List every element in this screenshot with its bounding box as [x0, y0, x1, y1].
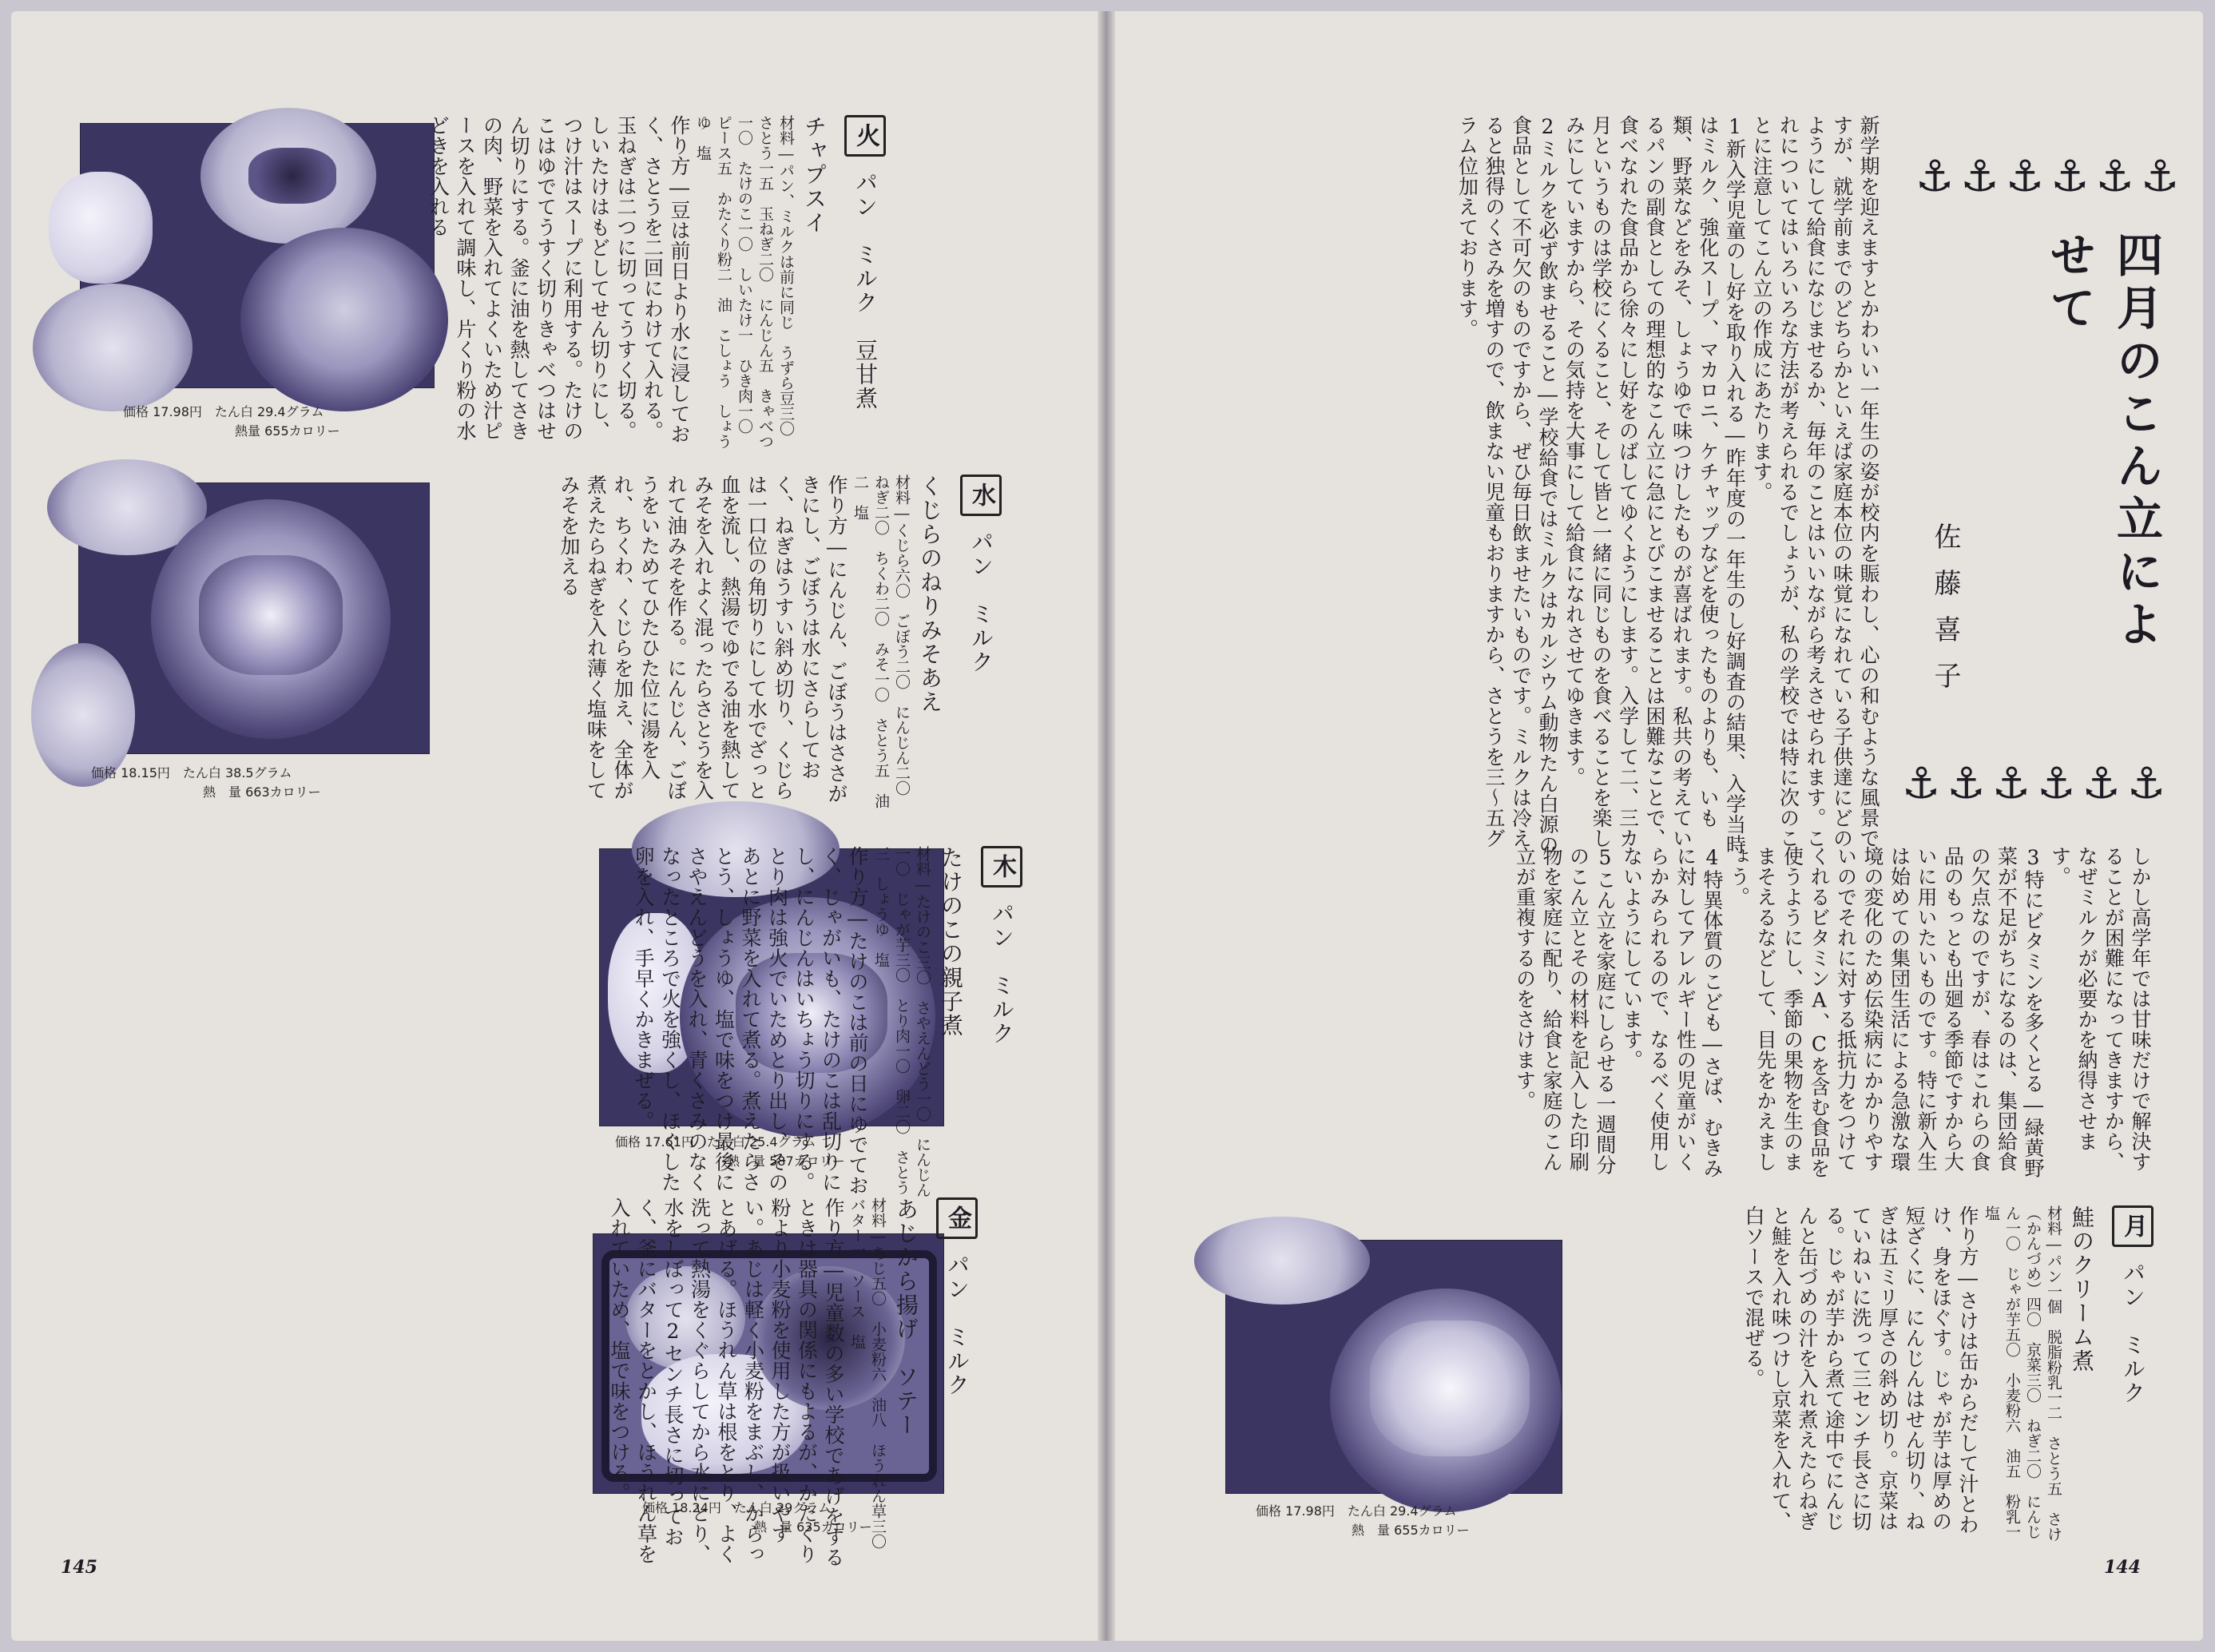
article-body-bottom	[1171, 846, 2153, 1189]
caption-line-calorie: 熱 量 663カロリー	[203, 784, 321, 800]
page-144	[1115, 11, 2203, 1641]
article-point-1: 1新入学児童のし好を取り入れる―昨年度の一年生のし好調査の結果、入学当時はミルク、強化スープ、マカロニ、ケチャップなどを使ったものよりも、いも類、野菜などをみそ、しょうゆで味つけしたものが喜ばれます。私共の考えているパンの副食としての理想的なこん立に急にとびこませることは困難なことで、食べなれた食品から徐々にし好をのばしてゆくようにします。入学して二、三カ月というものは学校にくること、そして皆と一緒に同じものを食べることを楽しみにしていますから、その気持を大事にして給食になれさせてゆきます。	[1562, 115, 1747, 855]
menu-thursday-line1: パン ミルク	[989, 902, 1015, 1046]
recipe-wednesday	[451, 475, 1002, 810]
article-point-4: 4特異体質のこども―さば、むきみに対してアレルギー性の児童がいくらかみられるので、なるべく使用しないようにしています。	[1620, 846, 1724, 1178]
method-tuesday: 作り方―豆は前日より水に浸しておく、さとうを二回にわけて入れる。玉ねぎは二つに切ってうすく切る。しいたけはもどしてせん切りにし、つけ汁はスープに利用する。たけのこはゆでてうすく切りきゃべつはせん切りにする。釜に油を熱してさきの肉、野菜を入れてよくいため汁ピースを入れて調味し、片くり粉の水どきを入れる	[427, 115, 691, 444]
ingredients-wednesday: 材料―くじら六〇 ごぼう二〇 にんじん二〇 ねぎ二〇 ちくわ二〇 みそ一〇 さとう五 油二 塩	[851, 475, 911, 811]
recipe-friday	[75, 1197, 978, 1573]
article-point-2-cont: しかし高学年では甘味だけで解決することが困難になってきますから、なぜミルクが必要かを納得させます。	[2048, 846, 2152, 1172]
article-title: 四月のこん立によせて	[2042, 231, 2163, 653]
day-badge-tuesday: 火	[844, 115, 886, 157]
method-wednesday: 作り方―にんじん、ごぼうはささがきにし、ごぼうは水にさらしておく、ねぎはうすい斜め切り、くじらは一口位の角切りにして水でざっと血を流し、熱湯でゆでる油を熱してみそを入れよく混ったらさとうを入れて油みそを作る。にんじん、ごぼうをいためてひたひた位に湯を入れ、ちくわ、くじらを加え、全体が煮えたらねぎを入れ薄く塩味をしてみそを加える	[558, 475, 848, 804]
menu-friday-line1: パン ミルク	[944, 1253, 971, 1397]
recipe-tuesday	[427, 115, 886, 451]
caption-monday	[1256, 1502, 1591, 1540]
recipe-monday	[1626, 1205, 2153, 1555]
recipe-thursday	[80, 846, 1022, 1197]
method-friday: 作り方―児童数の多い学校であげをするときは器具の関係にもよるが、かたくり粉より小麦粉を使用した方が扱いやすい。あじは軽く小麦粉をまぶし、からっとあげる。ほうれん草は根をとり、よく洗って熱湯をくぐらしてから水にとり、水をしぼって2センチ長さに切っておく、釜にバターをとかし、ほうれん草を入れていため、塩で味をつける。	[608, 1197, 845, 1567]
menu-monday-line1: パン ミルク	[2120, 1261, 2146, 1405]
menu-thursday-line2: たけのこの親子煮	[938, 846, 964, 1038]
ingredients-thursday: 材料―たけのこ三〇 さやえんどう一〇 にんじん一〇 じゃが芋三〇 とり肉一〇 卵二〇 さとう三 しょうゆ 塩	[872, 846, 931, 1197]
article-point-2: 2ミルクを必ず飲ませること―学校給食ではミルクはカルシウム動物たん白源の食品として不可欠のものですから、ぜひ毎日飲ませたいものです。ミルクは冷えると独得のくさみを増すので、飲まない児童もおりますから、さとうを三～五グラム位加えております。	[1455, 115, 1559, 855]
menu-tuesday-line1: パン ミルク 豆甘煮	[852, 171, 879, 411]
menu-monday-line2: 鮭のクリーム煮	[2069, 1205, 2095, 1373]
article-body-top	[1171, 115, 1882, 858]
book-gutter	[1098, 11, 1115, 1641]
ingredients-friday: 材料―あじ五〇 小麦粉六 油八 ほうれん草三〇 バター一 ソース 塩	[848, 1197, 887, 1564]
menu-wednesday-line2: くじらのねりみそあえ	[917, 475, 943, 714]
menu-friday-line2: あじから揚げ ソテー	[893, 1197, 919, 1437]
ingredients-tuesday: 材料―パン、ミルクは前に同じ うずら豆三〇 さとう一五 玉ねぎ二〇 にんじん五 きゃべつ一〇 たけのこ一〇 しいたけ一 ひき肉一〇 ピース五 かたくり粉二 油 こしょう しょうゆ 塩	[694, 115, 795, 451]
caption-line-price: 価格 17.98円 たん白 29.4グラム	[1256, 1503, 1457, 1519]
day-badge-thursday: 木	[981, 846, 1022, 888]
photo-tuesday-meal	[80, 123, 435, 388]
anchor-ornament-top: ⚓⚓⚓⚓⚓⚓	[1915, 151, 2186, 201]
caption-line-calorie: 熱 量 635カロリー	[754, 1519, 872, 1535]
caption-line-calorie: 熱量 655カロリー	[235, 423, 340, 439]
page-number-left: 145	[61, 1557, 97, 1578]
caption-tuesday	[123, 403, 458, 441]
article-intro: 新学期を迎えますとかわいい一年生の姿が校内を賑わし、心の和むような風景ですが、就学前までのどちらかといえば家庭本位の味覚になれている子供達にどのようにして給食になじませるか、毎年のことはいいながら考えさせられます。これについてはいろいろな方法が考えられるでしょうが、私の学校では特に次のことに注意してこん立の作成にあたります。	[1750, 115, 1880, 848]
day-badge-friday: 金	[936, 1197, 978, 1239]
day-badge-wednesday: 水	[960, 475, 1002, 516]
caption-line-price: 価格 18.24円 たん白 29グラム	[642, 1500, 832, 1515]
menu-wednesday-line1: パン ミルク	[968, 530, 994, 674]
caption-line-calorie: 熱 量 655カロリー	[1352, 1523, 1470, 1538]
caption-line-calorie: 熱 量 587カロリー	[727, 1154, 845, 1169]
caption-wednesday	[91, 764, 427, 802]
caption-line-price: 価格 18.15円 たん白 38.5グラム	[91, 765, 292, 780]
photo-wednesday-meal	[78, 482, 430, 754]
article-point-5: 5こん立を家庭にしらせる一週間分のこん立とその材料を記入した印刷物を家庭に配り、給食と家庭のこん立が重複するのをさけます。	[1513, 846, 1617, 1175]
photo-monday-meal	[1225, 1240, 1562, 1494]
menu-tuesday-line2: チャプスイ	[801, 115, 828, 235]
page-number-right: 144	[2104, 1557, 2141, 1578]
caption-line-price: 価格 17.61円 たん白 25.4グラム	[615, 1134, 816, 1150]
day-badge-monday: 月	[2112, 1205, 2153, 1247]
article-point-3: 3特にビタミンを多くとる―緑黄野菜が不足がちになるのは、集団給食の欠点なのですが、春はこれらの食品のもっとも出廻る季節ですから大いに用いたいものです。特に新入生は始めての集団生活による急激な環境の変化のため伝染病にかかりやすいのでそれに対する抵抗力をつけてくれるビタミンA、Cを含む食品を使うようにし、季節の果物を生のままそえるなどして、目先をかえましょう。	[1727, 846, 2045, 1178]
caption-line-price: 価格 17.98円 たん白 29.4グラム	[123, 404, 324, 419]
anchor-ornament-bottom: ⚓⚓⚓⚓⚓⚓	[1902, 758, 2173, 808]
ingredients-monday: 材料―パン一個 脱脂粉乳一二 さとう五 さけ（かんづめ）四〇 京菜三〇 ねぎ二〇 にんじん一〇 じゃが芋五〇 小麦粉六 油五 粉乳一 塩	[1983, 1205, 2062, 1555]
page-145	[11, 11, 1098, 1641]
method-monday: 作り方―さけは缶からだして汁とわけ、身をほぐす。じゃが芋は厚めの短ざくに、にんじんはせん切り、ねぎは五ミリ厚さの斜め切り。京菜はていねいに洗って三センチ長さに切る。じゃが芋から煮て途中でにんじんと缶づめの汁を入れ煮えたらねぎと鮭を入れ味つけし京菜を入れて、白ソースで混ぜる。	[1742, 1205, 1979, 1535]
method-thursday: 作り方―たけのこは前の日にゆでておく、じゃがいも、たけのこは乱切りにし、にんじんはいちょう切りにする。とり肉は強火でいためとり出し、そのあとに野菜を入れて煮る。煮えたらさとう、しょうゆ、塩で味をつけ最後にさやえんどうを入れ、青くさみのなくなったところで火を強くし、ほぐした卵を入れ、手早くかきまぜる。	[632, 846, 869, 1196]
article-author: 佐藤喜子	[1929, 522, 1961, 708]
